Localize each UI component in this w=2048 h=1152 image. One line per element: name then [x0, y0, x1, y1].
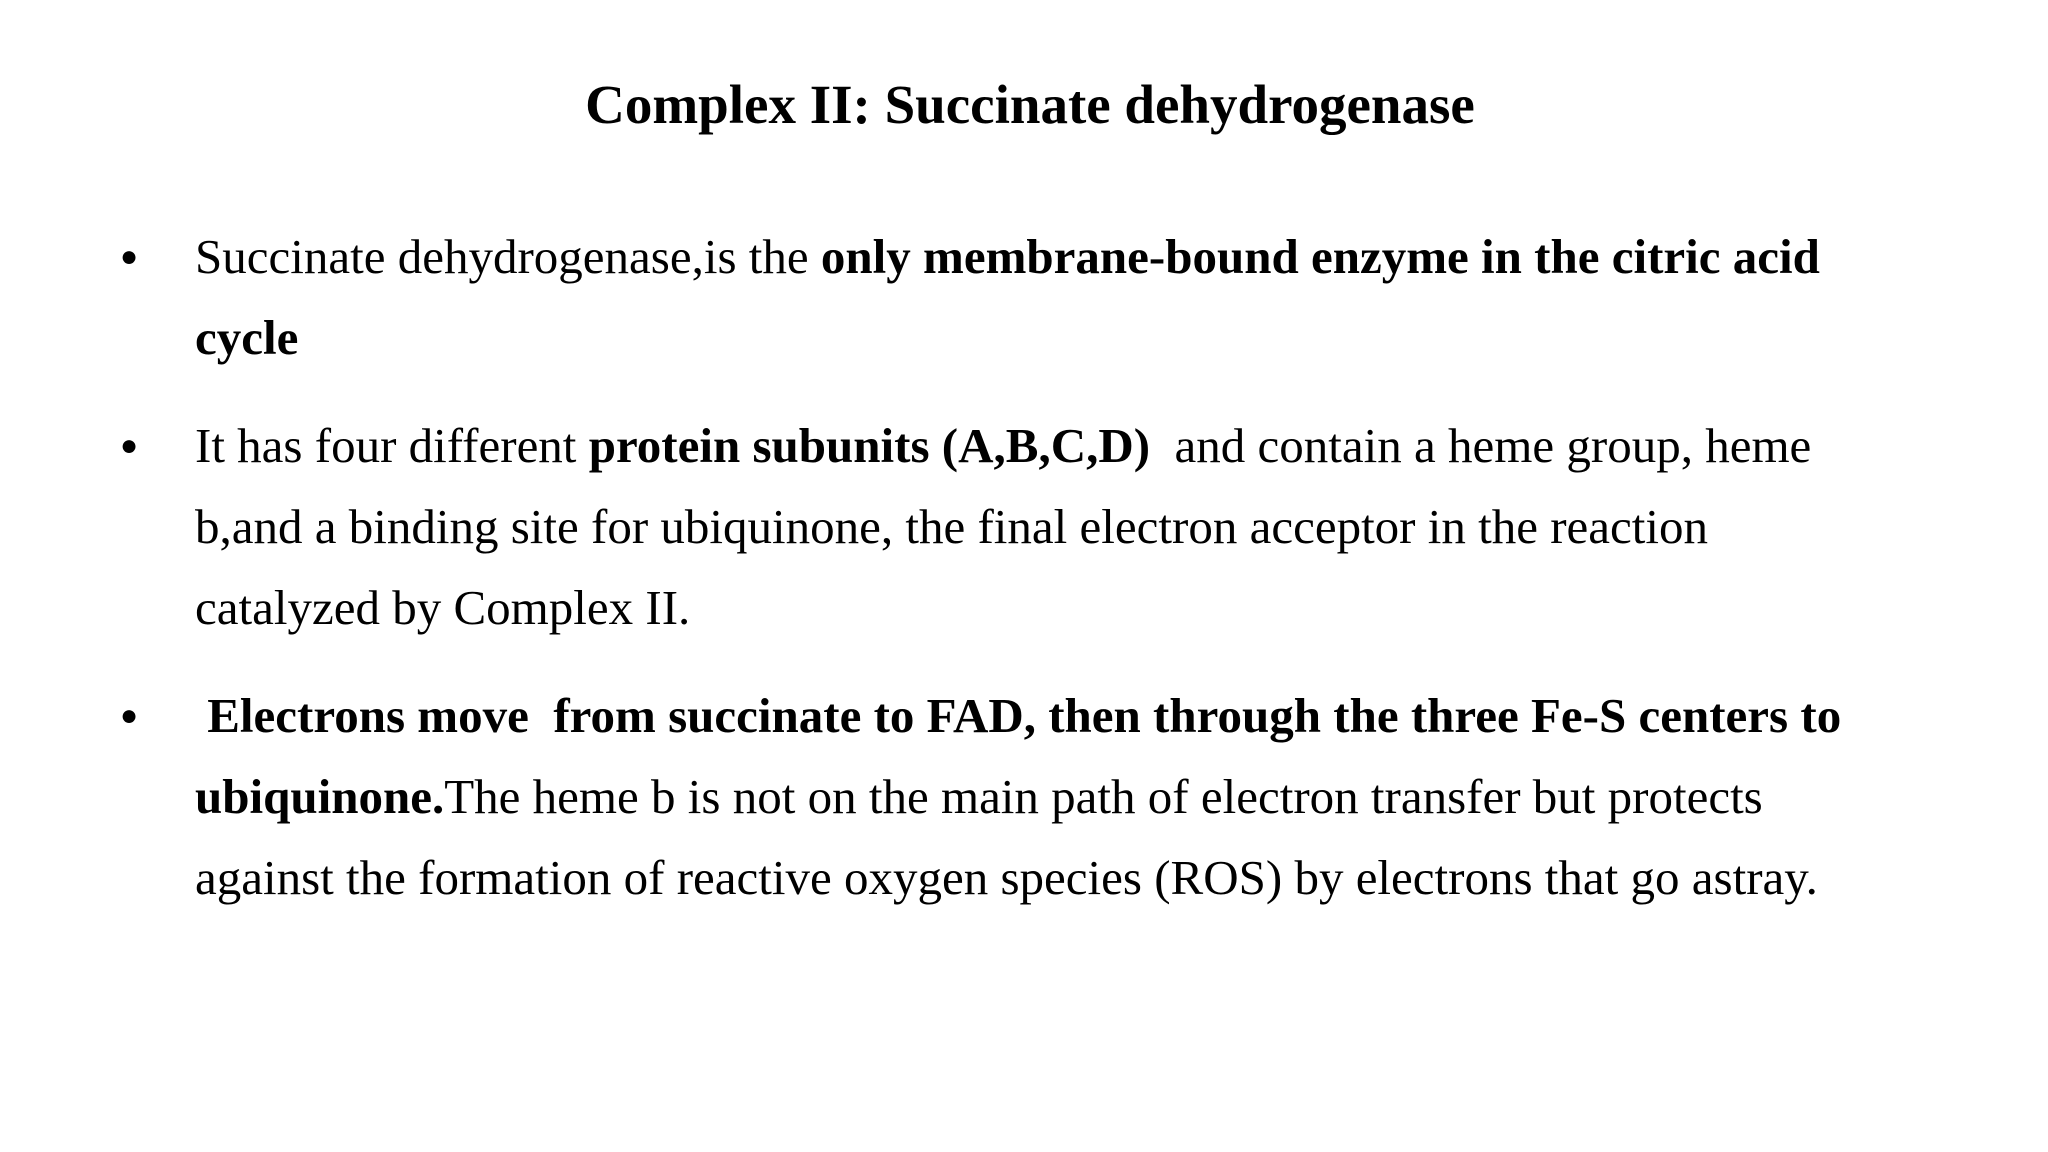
text-run: Succinate dehydrogenase,is the: [195, 229, 821, 284]
bullet-dot-icon: ●: [120, 699, 139, 732]
text-run-bold: only membrane-bound enzyme in the citric acid: [820, 229, 1820, 284]
bullet-line: [195, 756, 2008, 837]
bullet-line: [195, 837, 2008, 918]
text-run: against the formation of reactive oxygen species (ROS) by electrons that go astray.: [195, 850, 1818, 905]
bullet-dot-icon: ●: [120, 240, 139, 273]
text-run: and contain a heme group, heme: [1150, 418, 1812, 473]
text-run: It has four different: [195, 418, 589, 473]
text-run-bold: cycle: [195, 310, 299, 365]
bullet-line: [195, 486, 2008, 567]
text-run-bold: Electrons move from succinate to FAD, then through the three Fe-S centers to: [195, 688, 1842, 743]
text-run: The heme b is not on the main path of electron transfer but protects: [444, 769, 1763, 824]
bullet-item: [108, 675, 2008, 918]
bullet-line: [195, 297, 2008, 378]
bullet-line: [195, 675, 2008, 756]
slide-title: Complex II: Succinate dehydrogenase: [585, 74, 1475, 135]
bullet-line: [195, 567, 2008, 648]
text-run-bold: protein subunits (A,B,C,D): [588, 418, 1151, 473]
text-run-bold: ubiquinone.: [195, 769, 445, 824]
bullet-item: [108, 216, 2008, 378]
bullet-line: [195, 405, 2008, 486]
text-run: b,and a binding site for ubiquinone, the final electron acceptor in the reaction: [195, 499, 1709, 554]
text-run: catalyzed by Complex II.: [195, 580, 691, 635]
bullet-line: [195, 216, 2008, 297]
bullet-dot-icon: ●: [120, 429, 139, 462]
bullet-list: [108, 216, 2008, 945]
bullet-item: [108, 405, 2008, 648]
